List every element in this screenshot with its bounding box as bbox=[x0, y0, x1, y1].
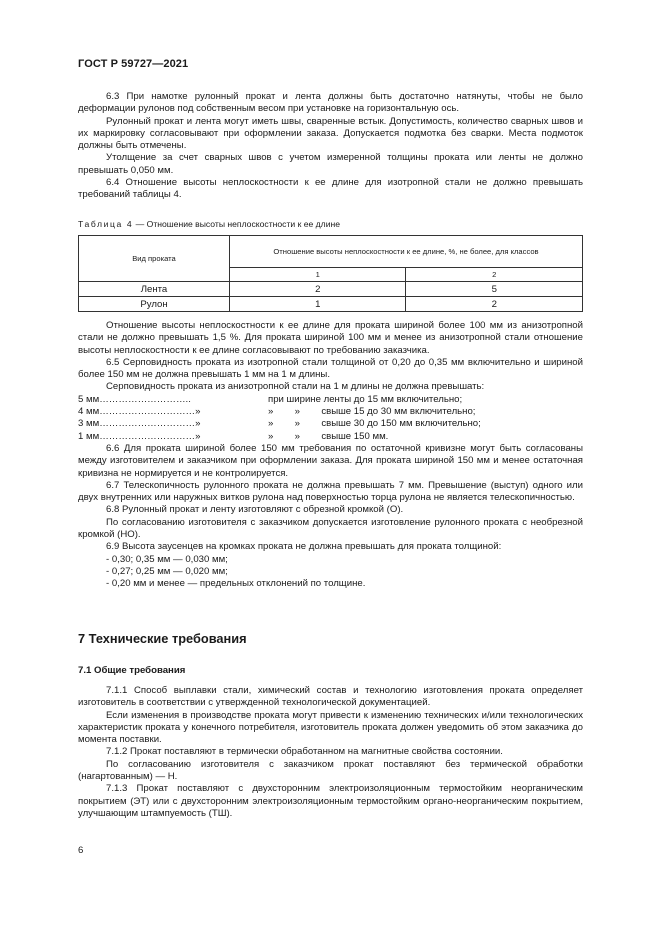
paragraph: 7.1.1 Способ выплавки стали, химический состав и технологию изготовления проката определяет изготовитель в соответствии с утвержденной технологической документацией. bbox=[78, 685, 583, 709]
list-item: - 0,20 мм и менее — предельных отклонений по толщине. bbox=[106, 578, 366, 590]
paragraph: 6.8 Рулонный прокат и ленту изготовляют с обрезной кромкой (О). bbox=[106, 504, 404, 516]
row-value-class-1: 2 bbox=[230, 282, 406, 297]
col-header-type: Вид проката bbox=[79, 236, 230, 282]
list-item: 3 мм…………………………» » » свыше 30 до 150 мм включительно; bbox=[78, 418, 481, 430]
paragraph: По согласованию изготовителя с заказчиком допускается изготовление рулонного проката с необрезной кромкой (НО). bbox=[78, 516, 583, 541]
class-1-header: 1 bbox=[230, 268, 406, 282]
paragraph: Рулонный прокат и лента могут иметь швы, сваренные встык. Допустимость, количество сварных швов и их маркировку согласовывают при оформлении заказа. Допускается подмотка без сварки. Места подмоток должны быть отмечены. bbox=[78, 115, 583, 152]
paragraph: Если изменения в производстве проката могут привести к изменению технических и/или технологических характеристик проката у конечного потребителя, изготовитель проката должен уведомить об этом заказчика до момента поставки. bbox=[78, 709, 583, 746]
standard-header: ГОСТ Р 59727—2021 bbox=[78, 58, 189, 70]
row-value-class-2: 5 bbox=[406, 282, 583, 297]
list-item: 5 мм……………………….. при ширине ленты до 15 мм включительно; bbox=[78, 393, 463, 405]
list-item: - 0,30; 0,35 мм — 0,030 мм; bbox=[106, 553, 228, 565]
paragraph: 6.5 Серповидность проката из изотропной стали толщиной от 0,20 до 0,35 мм включительно и шириной более 150 мм не должна превышать 1 мм на 1 м длины. bbox=[78, 356, 583, 381]
list-item: 1 мм…………………………» » » свыше 150 мм. bbox=[78, 430, 389, 442]
class-2-header: 2 bbox=[406, 268, 583, 282]
row-value-class-1: 1 bbox=[230, 297, 406, 312]
table-caption-label: Таблица 4 bbox=[78, 219, 134, 229]
paragraph: 6.9 Высота заусенцев на кромках проката не должна превышать для проката толщиной: bbox=[106, 541, 502, 553]
paragraph: По согласованию изготовителя с заказчиком прокат поставляют без термической обработки (нагартованным) — Н. bbox=[78, 758, 583, 783]
row-value-class-2: 2 bbox=[406, 297, 583, 312]
list-item: 4 мм…………………………» » » свыше 15 до 30 мм включительно; bbox=[78, 406, 476, 418]
paragraph: 6.4 Отношение высоты неплоскостности к ее длине для изотропной стали не должно превышать требований таблицы 4. bbox=[78, 177, 583, 201]
paragraph: 6.3 При намотке рулонный прокат и лента должны быть достаточно натянуты, чтобы не было деформации рулонов под собственным весом при установке на горизонтальную ось. bbox=[78, 91, 583, 115]
table-row bbox=[79, 282, 583, 297]
paragraph: 6.6 Для проката шириной более 150 мм требования по остаточной кривизне могут быть согласованы между изготовителем и заказчиком при оформлении заказа. Для проката шириной 150 мм и менее остаточная кривизна не нормируется и не контролируется. bbox=[78, 442, 583, 479]
paragraph: 7.1.3 Прокат поставляют с двухсторонним электроизоляционным термостойким неорганическим покрытием (ЭТ) или с двухсторонним электроизоляционным термостойким органо-неорганическим покрытием, улучшающим штампуемость (ТШ). bbox=[78, 783, 583, 819]
paragraph: 6.7 Телескопичность рулонного проката не должна превышать 7 мм. Превышение (выступ) одного или двух внутренних или наружных витков рулона над поверхностью торца рулона не является телескопичностью. bbox=[78, 479, 583, 504]
row-type: Лента bbox=[79, 282, 230, 297]
paragraph: 7.1.2 Прокат поставляют в термически обработанном на магнитные свойства состоянии. bbox=[106, 746, 503, 758]
paragraph: Серповидность проката из анизотропной стали на 1 м длины не должна превышать: bbox=[106, 381, 485, 393]
col-group-header: Отношение высоты неплоскостности к ее длине, %, не более, для классов bbox=[230, 236, 583, 268]
table-row bbox=[79, 297, 583, 312]
table-4 bbox=[78, 235, 583, 312]
paragraph: Утолщение за счет сварных швов с учетом измеренной толщины проката или ленты не должно превышать 0,050 мм. bbox=[78, 152, 583, 176]
section-title: 7 Технические требования bbox=[78, 631, 247, 646]
page-number: 6 bbox=[78, 845, 84, 856]
section-6-3-6-4 bbox=[78, 91, 583, 202]
subsection-title: 7.1 Общие требования bbox=[78, 665, 186, 676]
section-7-1 bbox=[78, 685, 583, 820]
paragraph: Отношение высоты неплоскостности к ее длине для проката шириной более 100 мм из анизотропной стали не должно превышать 1,5 %. Для проката шириной 100 мм и менее из анизотропной стали отношение высоты неплоскостности к ее длине согласовывают по требованию заказчика. bbox=[78, 320, 583, 356]
list-item: - 0,27; 0,25 мм — 0,020 мм; bbox=[106, 565, 228, 577]
table-caption-text: — Отношение высоты неплоскостности к ее длине bbox=[135, 219, 341, 229]
section-6-4-6-9 bbox=[78, 320, 583, 591]
row-type: Рулон bbox=[79, 297, 230, 312]
table-caption bbox=[78, 219, 340, 229]
